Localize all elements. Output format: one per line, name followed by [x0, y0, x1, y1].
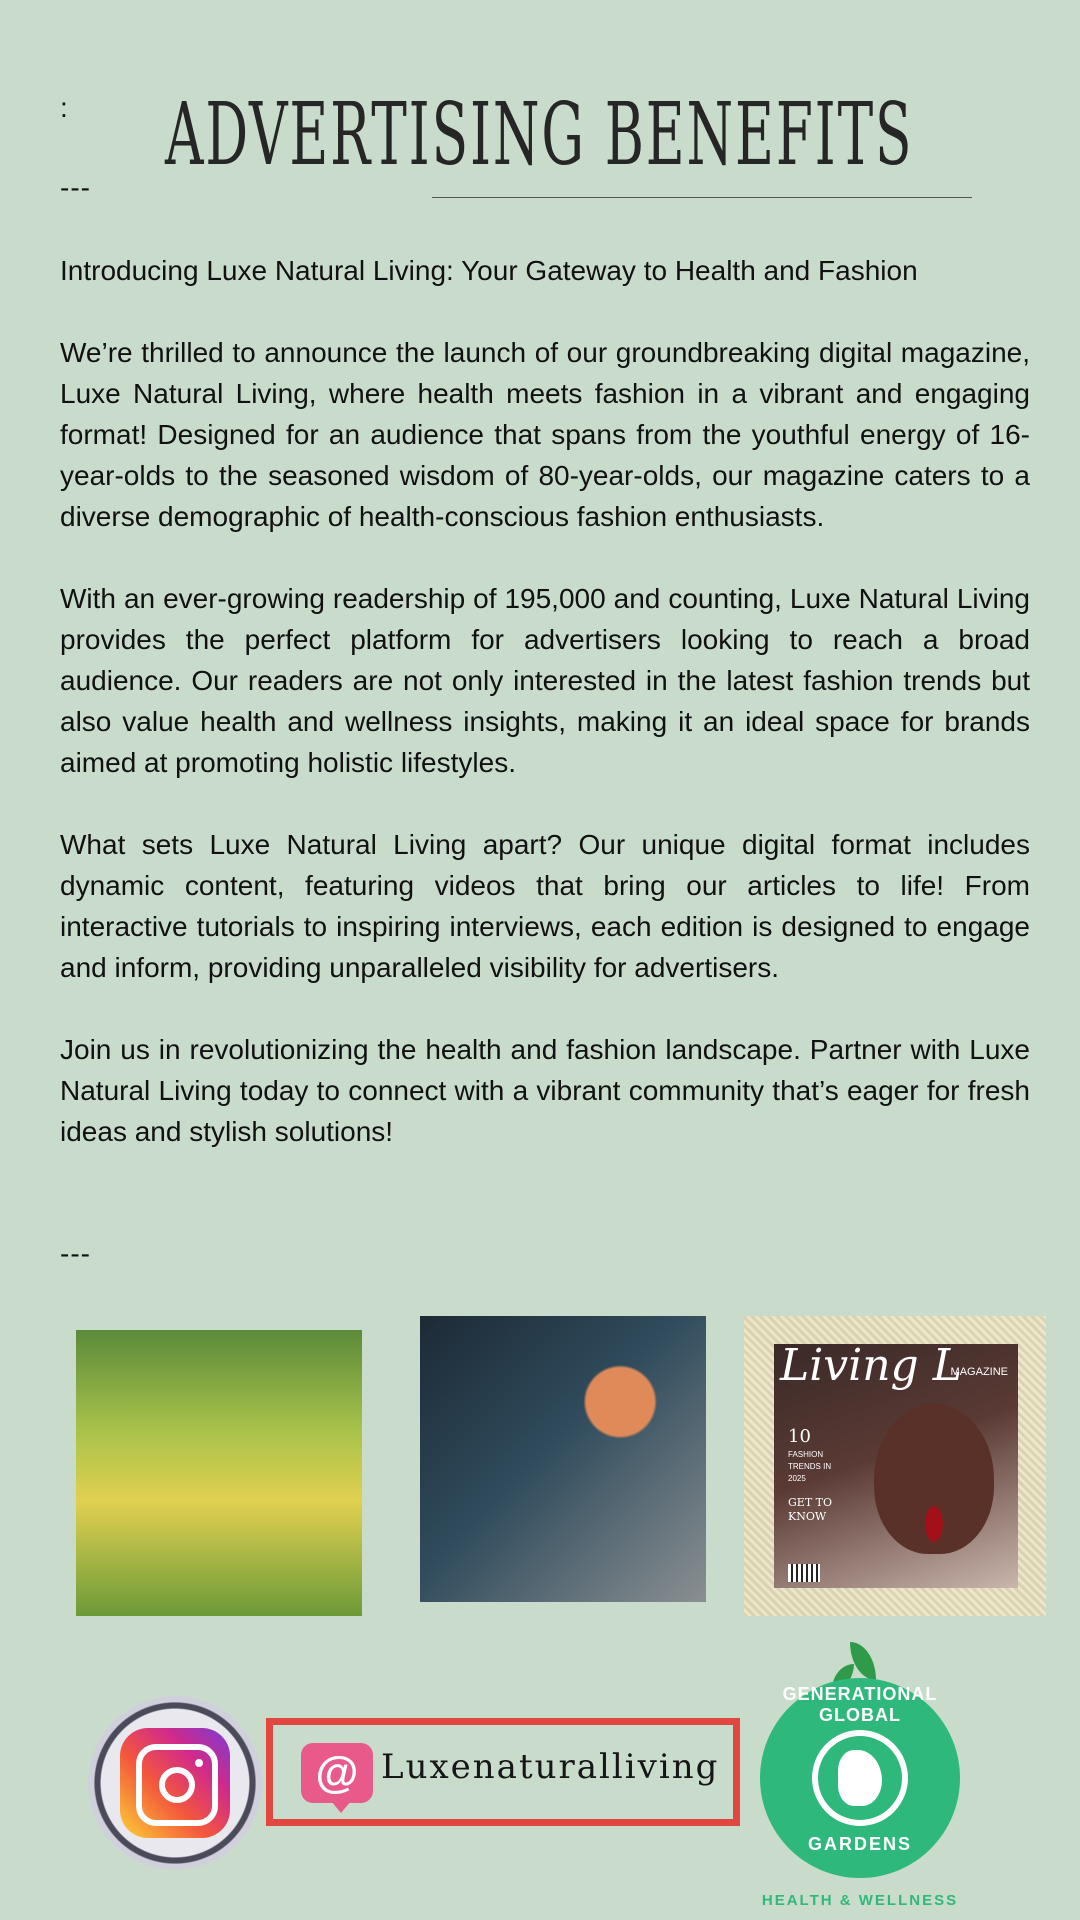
header-divider-dash: --- — [60, 172, 91, 203]
magazine-logo: Living L — [780, 1340, 962, 1391]
header-colon: : — [60, 92, 68, 123]
magazine-cover-frame — [744, 1316, 1046, 1616]
at-sign-icon-tail — [331, 1801, 351, 1813]
closing-dash: --- — [60, 1238, 91, 1269]
globe-land — [838, 1750, 882, 1806]
instagram-badge[interactable] — [88, 1696, 262, 1870]
at-sign-icon: @ — [301, 1743, 373, 1803]
badge-tagline: HEALTH & WELLNESS — [761, 1892, 959, 1909]
badge-top-text: GENERATIONAL GLOBAL — [782, 1684, 938, 1725]
badge-bottom-text: GARDENS — [807, 1834, 912, 1854]
cover-line: 2025 — [788, 1474, 806, 1483]
cover-line: FASHION — [788, 1450, 824, 1459]
globe-icon — [812, 1730, 908, 1826]
article-paragraph: With an ever-growing readership of 195,000 and counting, Luxe Natural Living provides the perfect platform for advertisers looking to reach a broad audience. Our readers are not only interested in the latest fashion trends but also value health and wellness insights, making it an ideal space for brands aimed at promoting holistic lifestyles. — [60, 583, 1030, 778]
instagram-outline — [136, 1744, 218, 1826]
qr-code-icon — [788, 1564, 820, 1582]
couple-garden-image — [76, 1330, 362, 1616]
article-body — [60, 250, 1030, 1193]
cover-face-image — [874, 1404, 994, 1554]
instagram-dot — [195, 1759, 203, 1767]
article-paragraph: We’re thrilled to announce the launch of our groundbreaking digital magazine, Luxe Natural Living, where health meets fashion in a vibrant and engaging format! Designed for an audience that spans from the youthful energy of 16-year-olds to the seasoned wisdom of 80-year-olds, our magazine caters to a diverse demographic of health-conscious fashion enthusiasts. — [60, 337, 1030, 532]
instagram-lens — [159, 1767, 195, 1803]
cover-headline: GET TO KNOW — [788, 1496, 833, 1523]
social-handle: Luxenaturalliving — [381, 1747, 720, 1787]
magazine-label: MAGAZINE — [950, 1366, 1008, 1378]
leaf-icon — [850, 1642, 876, 1680]
instagram-icon — [120, 1728, 230, 1838]
article-paragraph: Join us in revolutionizing the health and fashion landscape. Partner with Luxe Natural Living today to connect with a vibrant community that’s eager for fresh ideas and stylish solutions! — [60, 1034, 1030, 1147]
article-paragraph: What sets Luxe Natural Living apart? Our unique digital format includes dynamic content, featuring videos that bring our articles to life! From interactive tutorials to inspiring interviews, each edition is designed to engage and inform, providing unparalleled visibility for advertisers. — [60, 829, 1030, 983]
couple-portrait-image — [420, 1316, 706, 1602]
article-intro: Introducing Luxe Natural Living: Your Gateway to Health and Fashion — [60, 255, 918, 286]
generational-global-gardens-logo — [760, 1644, 960, 1914]
page-title: ADVERTISING BENEFITS — [165, 85, 914, 185]
cover-line: TRENDS IN — [788, 1462, 832, 1471]
social-handle-box[interactable] — [266, 1718, 740, 1826]
cover-number: 10 — [788, 1426, 811, 1447]
title-underline — [432, 197, 972, 198]
magazine-cover — [774, 1340, 1018, 1588]
